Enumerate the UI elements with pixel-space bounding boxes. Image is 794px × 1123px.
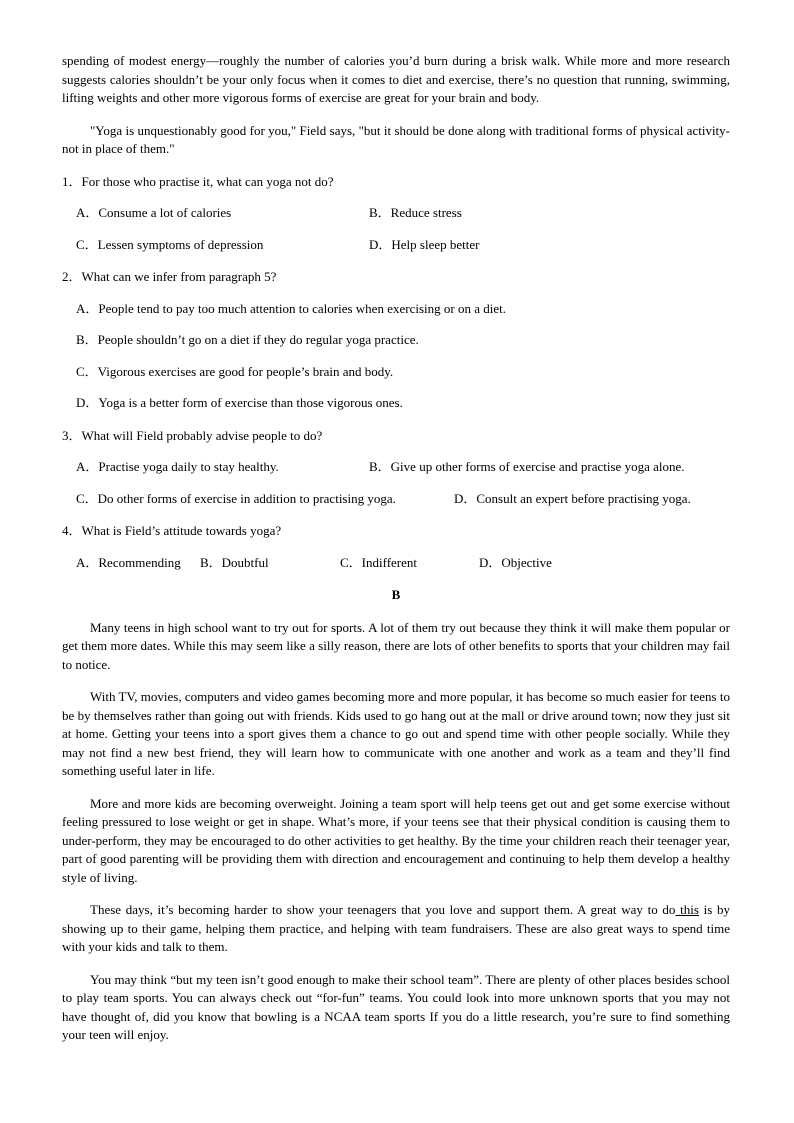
section-b-paragraph-3: More and more kids are becoming overweight. Joining a team sport will help teens get out and get some exercise without feeling pressured to lose weight or get in shape. What’s more, if your teens see that their physical condition is causing them to under-perform, they may be encouraged to do other activities to get healthy. By the time your children reach their teenager year, part of good parenting will be providing them with direction and encouragement and continuing to help them develop a healthy style of living.	[62, 795, 730, 885]
question-3-option-b[interactable]: B．Give up other forms of exercise and practise yoga alone.	[369, 459, 685, 474]
question-4-option-c[interactable]: C．Indifferent	[340, 554, 418, 570]
question-2-stem: 2．What can we infer from paragraph 5?	[62, 269, 277, 284]
question-4-option-d[interactable]: D．Objective	[479, 554, 552, 570]
question-2-option-c[interactable]: C．Vigorous exercises are good for people’s brain and body.	[76, 363, 394, 379]
question-1-option-a[interactable]: A．Consume a lot of calories	[76, 205, 232, 220]
section-b-paragraph-5: You may think “but my teen isn’t good enough to make their school team”. There are plenty of other places besides school to play team sports. You can always check out “for-fun” teams. You could look into more unknown sports that you may not have thought of, did you know that bowling is a NCAA team sports If you do a little research, you’re sure to find something your teen will enjoy.	[62, 971, 730, 1042]
question-1-option-b[interactable]: B．Reduce stress	[369, 205, 462, 220]
question-1-option-d[interactable]: D．Help sleep better	[369, 236, 480, 252]
question-1-stem: 1．For those who practise it, what can yoga not do?	[62, 173, 334, 189]
question-3-stem: 3．What will Field probably advise people to do?	[62, 427, 323, 443]
question-3-options-row-1	[62, 458, 730, 477]
question-4-option-a[interactable]: A．Recommending	[76, 554, 181, 570]
section-b-paragraph-4-start: These days, it’s becoming harder to show your teenagers that you love and support them. A great way to do	[90, 902, 676, 917]
passage-a-quote-paragraph: "Yoga is unquestionably good for you," Field says, "but it should be done along with traditional forms of physical activity-not in place of them."	[62, 122, 730, 156]
underlined-word-this: this	[675, 902, 699, 917]
section-b-heading: B	[391, 587, 401, 602]
question-3-options-row-2	[62, 490, 730, 509]
section-b-paragraph-4	[62, 901, 730, 957]
question-1-option-c[interactable]: C．Lessen symptoms of depression	[76, 236, 264, 252]
passage-a-paragraph: spending of modest energy—roughly the number of calories you’d burn during a brisk walk. While more and more research suggests calories shouldn’t be your only focus when it comes to diet and exercise, there’s no question that running, swimming, lifting weights and other more vigorous forms of exercise are great for your brain and body.	[62, 53, 730, 105]
section-b-paragraph-2: With TV, movies, computers and video games becoming more and more popular, it has become so much easier for teens to be by themselves rather than going out with friends. Kids used to go hang out at the mall or drive around town; now they just sit at home. Getting your teens into a sport gives them a chance to go out and spend time with other people socially. While they may not find a new best friend, they will learn how to communicate with one another and work as a team and they’ll find something useful later in life.	[62, 689, 730, 778]
question-1-options-row-1	[62, 204, 730, 223]
question-3-option-c[interactable]: C．Do other forms of exercise in addition to practising yoga.	[76, 490, 396, 506]
document-page	[62, 52, 730, 1045]
question-4-options-row	[62, 554, 730, 573]
question-3-option-a[interactable]: A．Practise yoga daily to stay healthy.	[76, 459, 279, 474]
question-4-stem: 4．What is Field’s attitude towards yoga?	[62, 523, 282, 538]
question-2-option-a[interactable]: A．People tend to pay too much attention to calories when exercising or on a diet.	[76, 300, 506, 316]
section-b-paragraph-4-end: is by showing up to their game, helping them practice, and helping with team fundraisers. These are also great ways to spend time with your kids and talk to them.	[62, 902, 731, 954]
question-4-option-b[interactable]: B．Doubtful	[200, 554, 269, 570]
section-b-paragraph-1: Many teens in high school want to try out for sports. A lot of them try out because they think it will make them popular or get them more dates. While this may seem like a silly reason, there are lots of other benefits to sports that your children may fail to notice.	[62, 619, 730, 672]
question-2-option-d[interactable]: D．Yoga is a better form of exercise than those vigorous ones.	[76, 395, 403, 410]
question-2-option-b[interactable]: B．People shouldn’t go on a diet if they do regular yoga practice.	[76, 332, 419, 347]
question-1-options-row-2	[62, 236, 730, 255]
question-3-option-d[interactable]: D．Consult an expert before practising yoga.	[454, 490, 691, 506]
